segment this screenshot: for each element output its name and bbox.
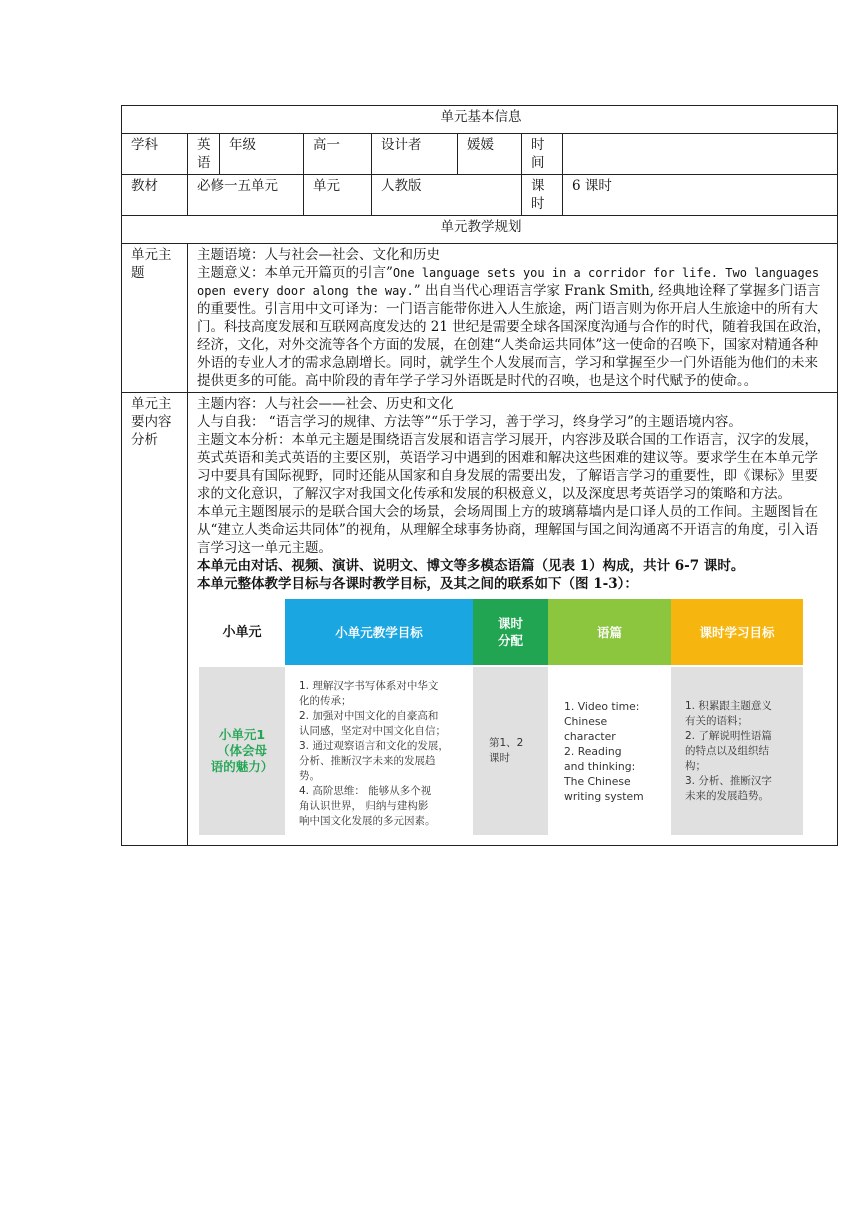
time-value: [563, 134, 838, 175]
figure-header-unit-goals: 小单元教学目标: [285, 599, 473, 665]
unit-goals-figure: [199, 599, 805, 835]
unit-value: 人教版: [372, 175, 522, 216]
grade-value: 高一: [304, 134, 372, 175]
figure-header-texts: 语篇: [548, 599, 671, 665]
designer-value: 媛媛: [458, 134, 522, 175]
subject-value: 英 语: [188, 134, 220, 175]
content-analysis: [188, 393, 838, 846]
basic-info-title: 单元基本信息: [122, 106, 838, 134]
time-label: 时 间: [522, 134, 563, 175]
figure-header-hours: 课时 分配: [473, 599, 548, 665]
bold-summary-2: 本单元整体教学目标与各课时教学目标，及其之间的联系如下（图 1-3）：: [197, 576, 638, 592]
theme-content: [188, 244, 838, 393]
textbook-label: 教材: [122, 175, 188, 216]
grade-label: 年级: [220, 134, 304, 175]
content-label: 单元主 要内容 分析: [122, 393, 188, 846]
theme-content-line: 主题内容：人与社会——社会、历史和文化: [197, 396, 454, 412]
theme-meaning: 主题意义：本单元开篇页的引言”One language sets you in a corridor for life. Two languages open every door along the way.” 出自当代心理语言学家 Frank Smith, 经典地诠释了掌握多门语言的重要性。引言用中文可译为：一门语言能带你进入人生旅途，两门语言则为你开启人生旅途中的所有大门。科技高度发展和互联网高度发达的 21 世纪是需要全球各国深度沟通与合作的时代，随着我国在政治，经济，文化，对外交流等各个方面的发展，在创建“人类命运共同体”这一使命的召唤下，国家对精通各种外语的专业人才的需求急剧增长。同时，就学生个人发展而言，学习和掌握至少一门外语能为他们的未来提供更多的可能。高中阶段的青年学子学习外语既是时代的召唤，也是这个时代赋予的使命。。: [197, 265, 831, 389]
theme-context: 主题语境：人与社会—社会、文化和历史: [197, 247, 440, 263]
planning-title: 单元教学规划: [122, 216, 838, 244]
figure-hours: 第1、2 课时: [473, 667, 548, 835]
figure-header-lesson-goals: 课时学习目标: [671, 599, 803, 665]
hours-value: 6 课时: [563, 175, 838, 216]
hours-label: 课 时: [522, 175, 563, 216]
unit-info-table: [121, 105, 838, 846]
figure-unit-goals: 1. 理解汉字书写体系对中华文 化的传承； 2. 加强对中国文化的自豪高和 认同感，坚定对中国文化自信； 3. 通过观察语言和文化的发展， 分析、推断汉字未来的发展趋 势。 4. 高阶思维： 能够从多个视 角认识世界， 归纳与建构影 响中国文化发展的多元因素。: [285, 667, 473, 835]
designer-label: 设计者: [372, 134, 458, 175]
subject-label: 学科: [122, 134, 188, 175]
text-analysis: 主题文本分析：本单元主题是围绕语言发展和语言学习展开，内容涉及联合国的工作语言，汉字的发展，英式英语和美式英语的主要区别，英语学习中遇到的困难和解决这些困难的建议等。要求学生在本单元学习中要具有国际视野，同时还能从国家和自身发展的需要出发，了解语言学习的重要性，即《课标》里要求的文化意识，了解汉字对我国文化传承和发展的积极意义，以及深度思考英语学习的策略和方法。: [197, 432, 818, 502]
figure-header-unit: 小单元: [199, 599, 285, 665]
textbook-value: 必修一五单元: [188, 175, 304, 216]
image-description: 本单元主题图展示的是联合国大会的场景，会场周围上方的玻璃幕墙内是口译人员的工作间。主题图旨在从“建立人类命运共同体”的视角，从理解全球事务协商，理解国与国之间沟通离不开语言的角度，引入语言学习这一单元主题。: [197, 504, 819, 556]
figure-texts: 1. Video time: Chinese character 2. Reading and thinking: The Chinese writing system: [548, 667, 671, 835]
figure-unit-name: 小单元1 （体会母 语的魅力）: [199, 667, 285, 835]
document-page: [121, 105, 837, 846]
unit-label: 单元: [304, 175, 372, 216]
bold-summary-1: 本单元由对话、视频、演讲、说明文、博文等多模态语篇（见表 1）构成，共计 6-7 课时。: [197, 558, 745, 574]
self-line: 人与自我： “语言学习的规律、方法等”“乐于学习，善于学习，终身学习”的主题语境内容。: [197, 414, 742, 430]
english-quote: One language sets you in a corridor for life. Two languages open every door along the way.: [197, 266, 820, 298]
theme-label: 单元主 题: [122, 244, 188, 393]
figure-lesson-goals: 1. 积累跟主题意义 有关的语料； 2. 了解说明性语篇 的特点以及组织结 构； 3. 分析、推断汉字 未来的发展趋势。: [671, 667, 803, 835]
